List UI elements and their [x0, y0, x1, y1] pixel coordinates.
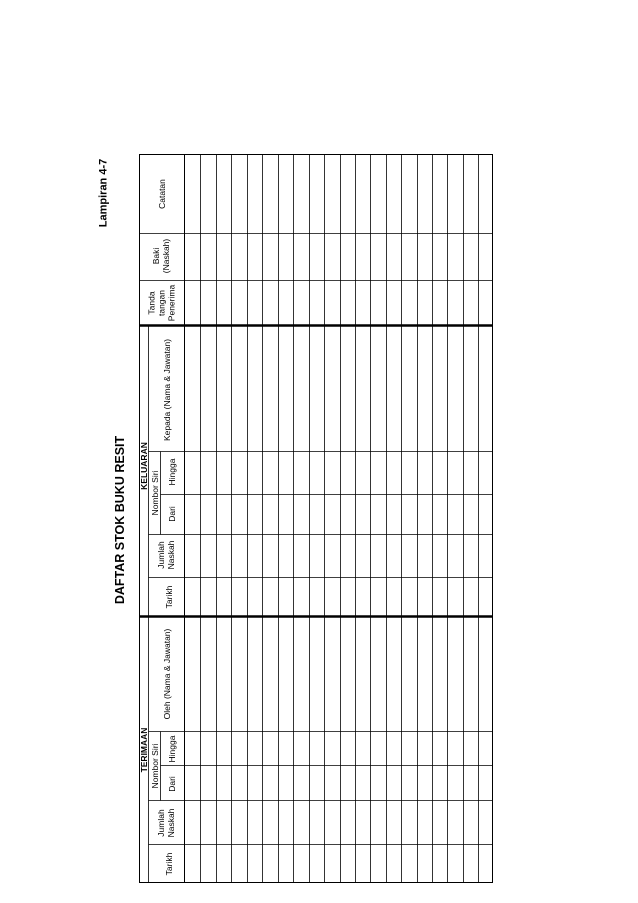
tanda-tangan-text: Tanda tangan Penerima: [146, 284, 176, 322]
appendix-label: Lampiran 4-7: [97, 158, 110, 228]
header-terimaan-tarikh: Tarikh: [163, 852, 174, 876]
header-keluaran-nombor-siri: Nombor Siri: [149, 470, 160, 516]
header-keluaran-kepada: Kepada (Nama & Jawatan): [161, 338, 172, 442]
baki-text: Baki (Naskah): [151, 238, 171, 274]
header-terimaan: TERIMAAN: [138, 727, 149, 773]
header-sublines: [149, 326, 161, 883]
header-baki: [152, 239, 172, 273]
header-catatan: Catatan: [156, 179, 167, 209]
jumlah-text: Jumlah Naskah: [156, 808, 176, 838]
header-keluaran-tarikh: Tarikh: [163, 585, 174, 609]
header-keluaran-hingga: Hingga: [166, 458, 177, 486]
header-keluaran-jumlah: [157, 541, 177, 570]
header-keluaran-dari: Dari: [166, 506, 177, 522]
header-terimaan-hingga: Hingga: [166, 735, 177, 763]
row-lines: [201, 155, 479, 883]
header-terimaan-jumlah: [157, 809, 177, 838]
header-keluaran: KELUARAN: [138, 442, 149, 490]
header-terimaan-dari: Dari: [166, 776, 177, 792]
page-title: DAFTAR STOK BUKU RESIT: [112, 435, 127, 605]
jumlah-text: Jumlah Naskah: [156, 540, 176, 570]
table-border: [140, 155, 493, 883]
header-terimaan-nombor-siri: Nombor Siri: [149, 743, 160, 789]
header-tanda-tangan: [147, 285, 176, 321]
header-terimaan-oleh: Oleh (Nama & Jawatan): [161, 628, 172, 720]
